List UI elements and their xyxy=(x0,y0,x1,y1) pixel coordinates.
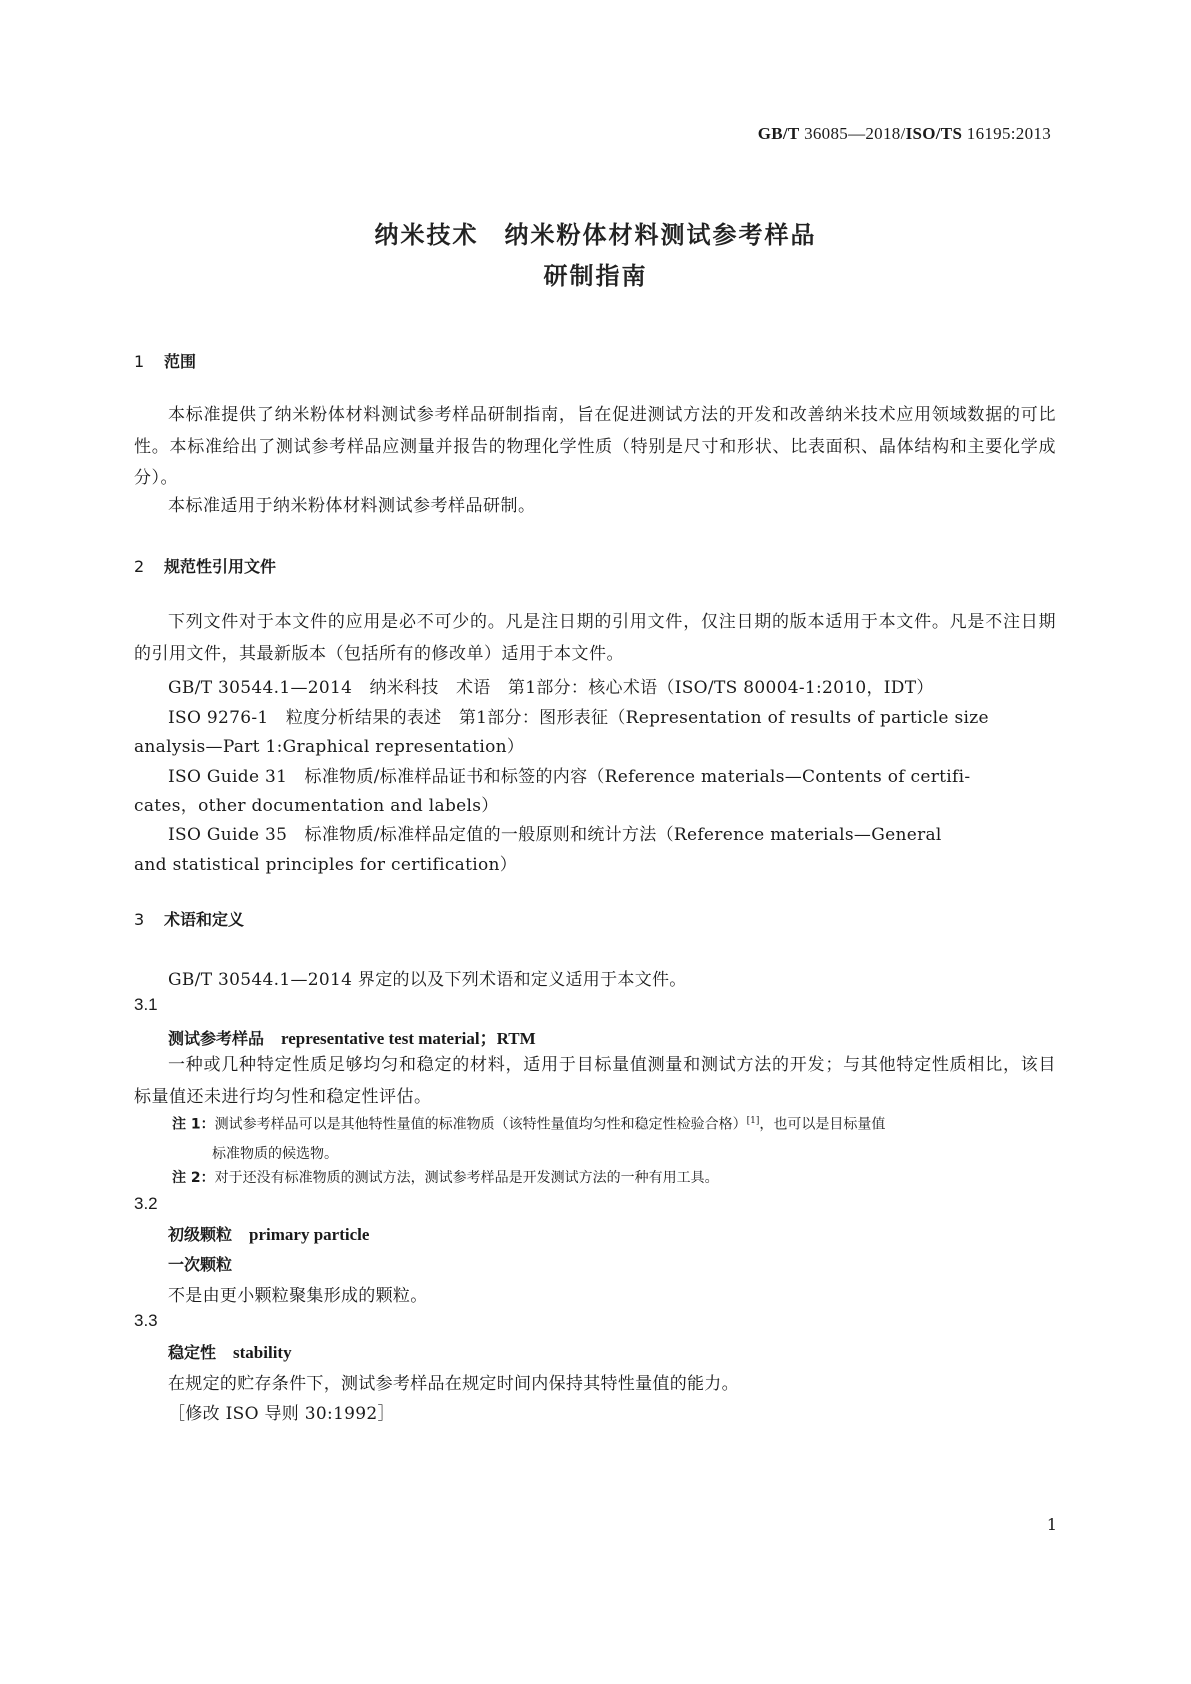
section-3-heading xyxy=(134,907,244,930)
document-title-line1: 纳米技术 纳米粉体材料测试参考样品 xyxy=(374,221,817,249)
standard-code-iso: ISO/TS xyxy=(905,124,963,143)
term-number: 3.1 xyxy=(134,995,158,1014)
section-2-heading xyxy=(134,554,276,577)
term-heading xyxy=(168,1222,369,1245)
section-3-intro: GB/T 30544.1—2014 界定的以及下列术语和定义适用于本文件。 xyxy=(168,970,687,990)
reference-item-cont: cates，other documentation and labels） xyxy=(134,796,499,816)
note-text: 测试参考样品可以是其他特性量值的标准物质（该特性量值均匀性和稳定性检验合格） xyxy=(214,1116,747,1133)
standard-code-number: 36085—2018/ xyxy=(799,124,906,143)
term-chinese-alt: 一次颗粒 xyxy=(168,1255,233,1274)
note-label: 注 1： xyxy=(172,1116,215,1133)
reference-item: ISO Guide 31 标准物质/标准样品证书和标签的内容（Reference materials—Contents of certifi- xyxy=(168,767,971,787)
reference-item-cont: and statistical principles for certification） xyxy=(134,855,518,875)
term-english: primary particle xyxy=(249,1225,370,1244)
term-chinese: 初级颗粒 xyxy=(168,1225,233,1244)
term-english: representative test material；RTM xyxy=(281,1029,536,1048)
term-heading xyxy=(168,1024,536,1049)
section-title: 范围 xyxy=(164,352,197,371)
term-english: stability xyxy=(233,1343,292,1362)
citation-ref: [1] xyxy=(746,1116,760,1126)
section-1-para-1: 本标准提供了纳米粉体材料测试参考样品研制指南，旨在促进测试方法的开发和改善纳米技术应用领域数据的可比性。本标准给出了测试参考样品应测量并报告的物理化学性质（特别是尺寸和形状、比表面积、晶体结构和主要化学成分）。 xyxy=(134,405,1056,488)
term-number: 3.3 xyxy=(134,1311,158,1330)
section-number: 2 xyxy=(134,557,145,576)
term-chinese: 稳定性 xyxy=(168,1343,217,1362)
standard-code xyxy=(758,124,1051,144)
section-title: 术语和定义 xyxy=(164,910,245,929)
standard-code-iso-number: 16195:2013 xyxy=(962,124,1051,143)
term-chinese: 测试参考样品 xyxy=(168,1029,265,1048)
note-label: 注 2： xyxy=(172,1170,215,1186)
reference-item: ISO 9276-1 粒度分析结果的表述 第1部分：图形表征（Representation of results of particle size xyxy=(168,708,989,728)
note-2 xyxy=(172,1164,1058,1193)
term-definition: 在规定的贮存条件下，测试参考样品在规定时间内保持其特性量值的能力。 xyxy=(168,1374,739,1394)
note-1 xyxy=(172,1107,1058,1169)
reference-item: ISO Guide 35 标准物质/标准样品定值的一般原则和统计方法（Reference materials—General xyxy=(168,825,942,845)
reference-item-cont: analysis—Part 1:Graphical representation） xyxy=(134,737,525,757)
section-1-heading xyxy=(134,349,196,372)
section-title: 规范性引用文件 xyxy=(164,557,277,576)
section-number: 1 xyxy=(134,352,145,371)
term-number: 3.2 xyxy=(134,1194,158,1213)
term-heading xyxy=(168,1340,292,1363)
term-source: ［修改 ISO 导则 30:1992］ xyxy=(168,1404,395,1424)
alternative-term xyxy=(168,1252,232,1275)
page-number: 1 xyxy=(1046,1515,1057,1534)
note-text: 对于还没有标准物质的测试方法，测试参考样品是开发测试方法的一种有用工具。 xyxy=(214,1170,719,1186)
section-1-para-2: 本标准适用于纳米粉体材料测试参考样品研制。 xyxy=(168,496,536,516)
section-2-para-1: 下列文件对于本文件的应用是必不可少的。凡是注日期的引用文件，仅注日期的版本适用于本文件。凡是不注日期的引用文件，其最新版本（包括所有的修改单）适用于本文件。 xyxy=(134,612,1056,664)
section-number: 3 xyxy=(134,910,145,929)
document-title-line2: 研制指南 xyxy=(543,262,648,290)
term-definition: 一种或几种特定性质足够均匀和稳定的材料，适用于目标量值测量和测试方法的开发；与其他特定性质相比，该目标量值还未进行均匀性和稳定性评估。 xyxy=(134,1055,1056,1107)
note-text: ，也可以是目标量值 xyxy=(759,1116,886,1133)
term-definition: 不是由更小颗粒聚集形成的颗粒。 xyxy=(168,1286,428,1306)
standard-code-gbt: GB/T xyxy=(757,124,800,143)
reference-item: GB/T 30544.1—2014 纳米科技 术语 第1部分：核心术语（ISO/TS 80004-1:2010，IDT） xyxy=(168,678,934,698)
note-text-cont: 标准物质的候选物。 xyxy=(212,1145,338,1162)
